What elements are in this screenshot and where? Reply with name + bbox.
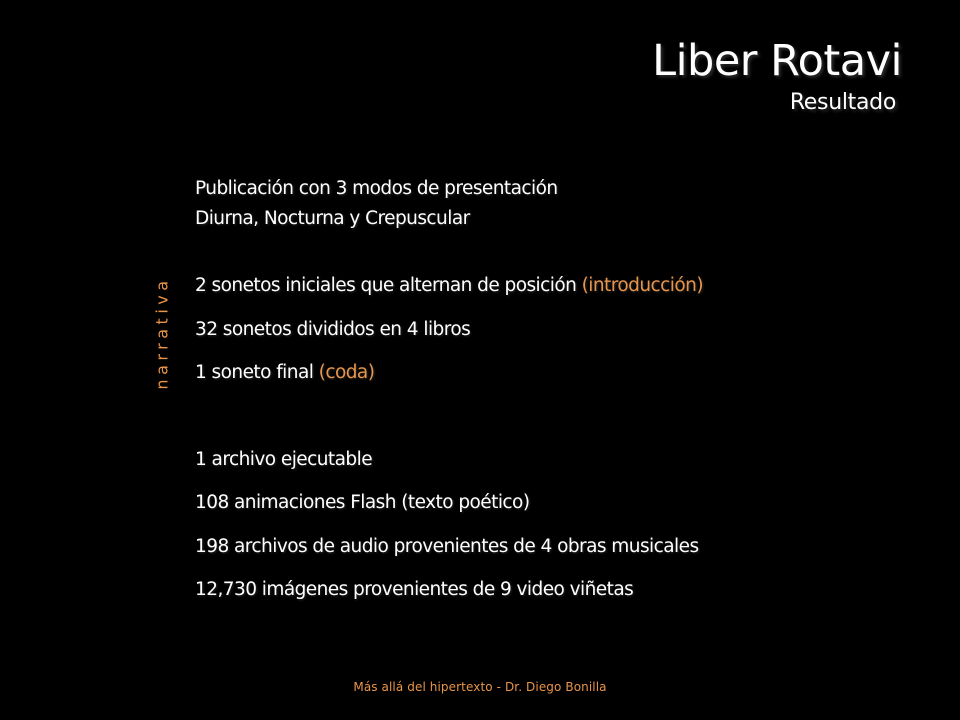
line-text: 2 sonetos iniciales que alternan de posición xyxy=(195,275,582,296)
content-line-animations xyxy=(195,490,530,516)
content-line-images xyxy=(195,577,633,603)
line-text: Diurna, Nocturna y Crepuscular xyxy=(195,208,470,229)
content-line-divided-sonnets xyxy=(195,317,470,343)
slide-title: Liber Rotavi xyxy=(652,36,902,86)
line-text: 1 soneto final xyxy=(195,362,319,383)
content-line-executable xyxy=(195,447,372,473)
line-text: 32 sonetos divididos en 4 libros xyxy=(195,319,471,340)
slide-footer: Más allá del hipertexto - Dr. Diego Bonilla xyxy=(353,680,607,694)
slide-subtitle: Resultado xyxy=(789,90,896,115)
side-label-narrativa: narrativa xyxy=(152,276,172,390)
content-line-modes xyxy=(195,176,558,202)
line-text: 1 archivo ejecutable xyxy=(195,449,373,470)
content-line-initial-sonnets xyxy=(195,273,703,299)
content-line-final-sonnet xyxy=(195,360,374,386)
line-accent: (introducción) xyxy=(581,275,703,296)
content-line-audio xyxy=(195,534,699,560)
line-text: Publicación con 3 modos de presentación xyxy=(195,178,558,199)
line-text: 12,730 imágenes provenientes de 9 video viñetas xyxy=(195,579,634,600)
line-text: 198 archivos de audio provenientes de 4 obras musicales xyxy=(195,536,699,557)
content-line-mode-names xyxy=(195,206,470,232)
line-text: 108 animaciones Flash (texto poético) xyxy=(195,492,530,513)
line-accent: (coda) xyxy=(318,362,375,383)
